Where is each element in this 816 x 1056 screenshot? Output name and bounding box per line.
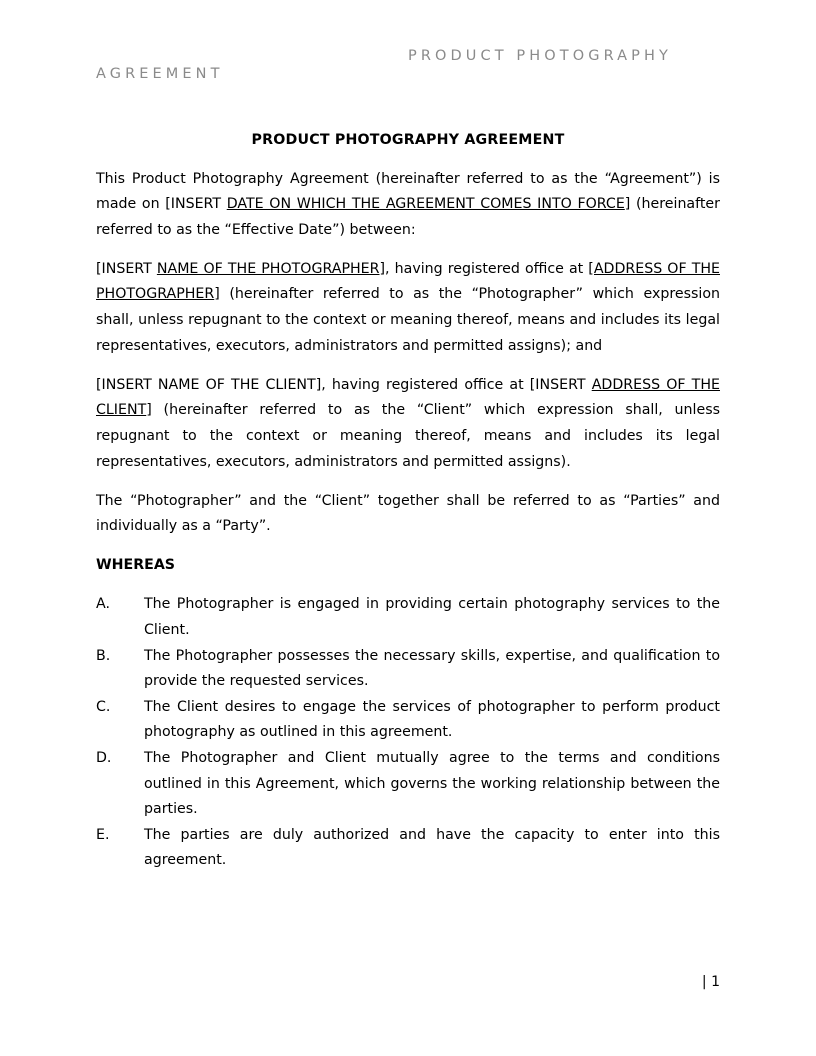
running-header (96, 47, 720, 83)
document-title: PRODUCT PHOTOGRAPHY AGREEMENT (251, 132, 565, 148)
recitals-list (96, 592, 720, 874)
recital-text: The Photographer possesses the necessary skills, expertise, and qualification to provide the requested services. (144, 647, 720, 690)
recital-item (96, 592, 720, 643)
party1-text-3: ] (hereinafter referred to as the “Photographer” which expression shall, unless repugnant to the context or meaning thereof, means and includes its legal representatives, executors, administrators and permitted assigns); and (96, 286, 720, 354)
whereas-heading: WHEREAS (96, 557, 176, 574)
header-line-2: AGREEMENT (96, 66, 224, 82)
page-number: | 1 (701, 974, 720, 990)
placeholder-photographer-name: NAME OF THE PHOTOGRAPHER (156, 260, 380, 277)
party2-text-2: ] (hereinafter referred to as the “Client” which expression shall, unless repugnant to the context or meaning thereof, means and includes its legal representatives, executors, administrators and permitted assigns). (96, 402, 720, 470)
recital-text: The Photographer and Client mutually agree to the terms and conditions outlined in this Agreement, which governs the working relationship between the parties. (144, 749, 720, 818)
recital-marker: D. (96, 749, 112, 766)
header-line-1: PRODUCT PHOTOGRAPHY (408, 48, 672, 64)
recital-item (96, 644, 720, 695)
recital-item (96, 823, 720, 874)
intro-text-1: This Product Photography Agreement (hereinafter referred to as the “Agreement”) is made on [INSERT (96, 170, 720, 213)
recital-item (96, 695, 720, 746)
party1-text-2: ], having registered office at (379, 260, 589, 277)
placeholder-client-address: ADDRESS OF THE CLIENT (96, 376, 720, 419)
recital-marker: E. (96, 826, 110, 843)
party2-text-1: [INSERT NAME OF THE CLIENT], having registered office at [INSERT (96, 376, 592, 393)
parties-definition-paragraph: The “Photographer” and the “Client” together shall be referred to as “Parties” and individually as a “Party”. (96, 492, 720, 535)
document-body (96, 128, 720, 874)
intro-text-2: ] (hereinafter referred to as the “Effective Date”) between: (96, 196, 720, 238)
recital-text: The parties are duly authorized and have the capacity to enter into this agreement. (144, 826, 720, 869)
intro-paragraph (96, 167, 720, 244)
recital-marker: A. (96, 596, 110, 613)
recital-text: The Client desires to engage the services of photographer to perform product photography as outlined in this agreement. (144, 698, 720, 741)
client-party-paragraph (96, 373, 720, 475)
party1-text-1: [INSERT (96, 260, 157, 277)
recital-marker: C. (96, 698, 111, 715)
photographer-party-paragraph (96, 257, 720, 359)
recital-text: The Photographer is engaged in providing certain photography services to the Client. (144, 596, 720, 638)
placeholder-photographer-address: [ADDRESS OF THE PHOTOGRAPHER (96, 260, 720, 303)
recital-item (96, 746, 720, 823)
intro-placeholder-date: DATE ON WHICH THE AGREEMENT COMES INTO FORCE (226, 196, 625, 213)
recital-marker: B. (96, 647, 111, 664)
